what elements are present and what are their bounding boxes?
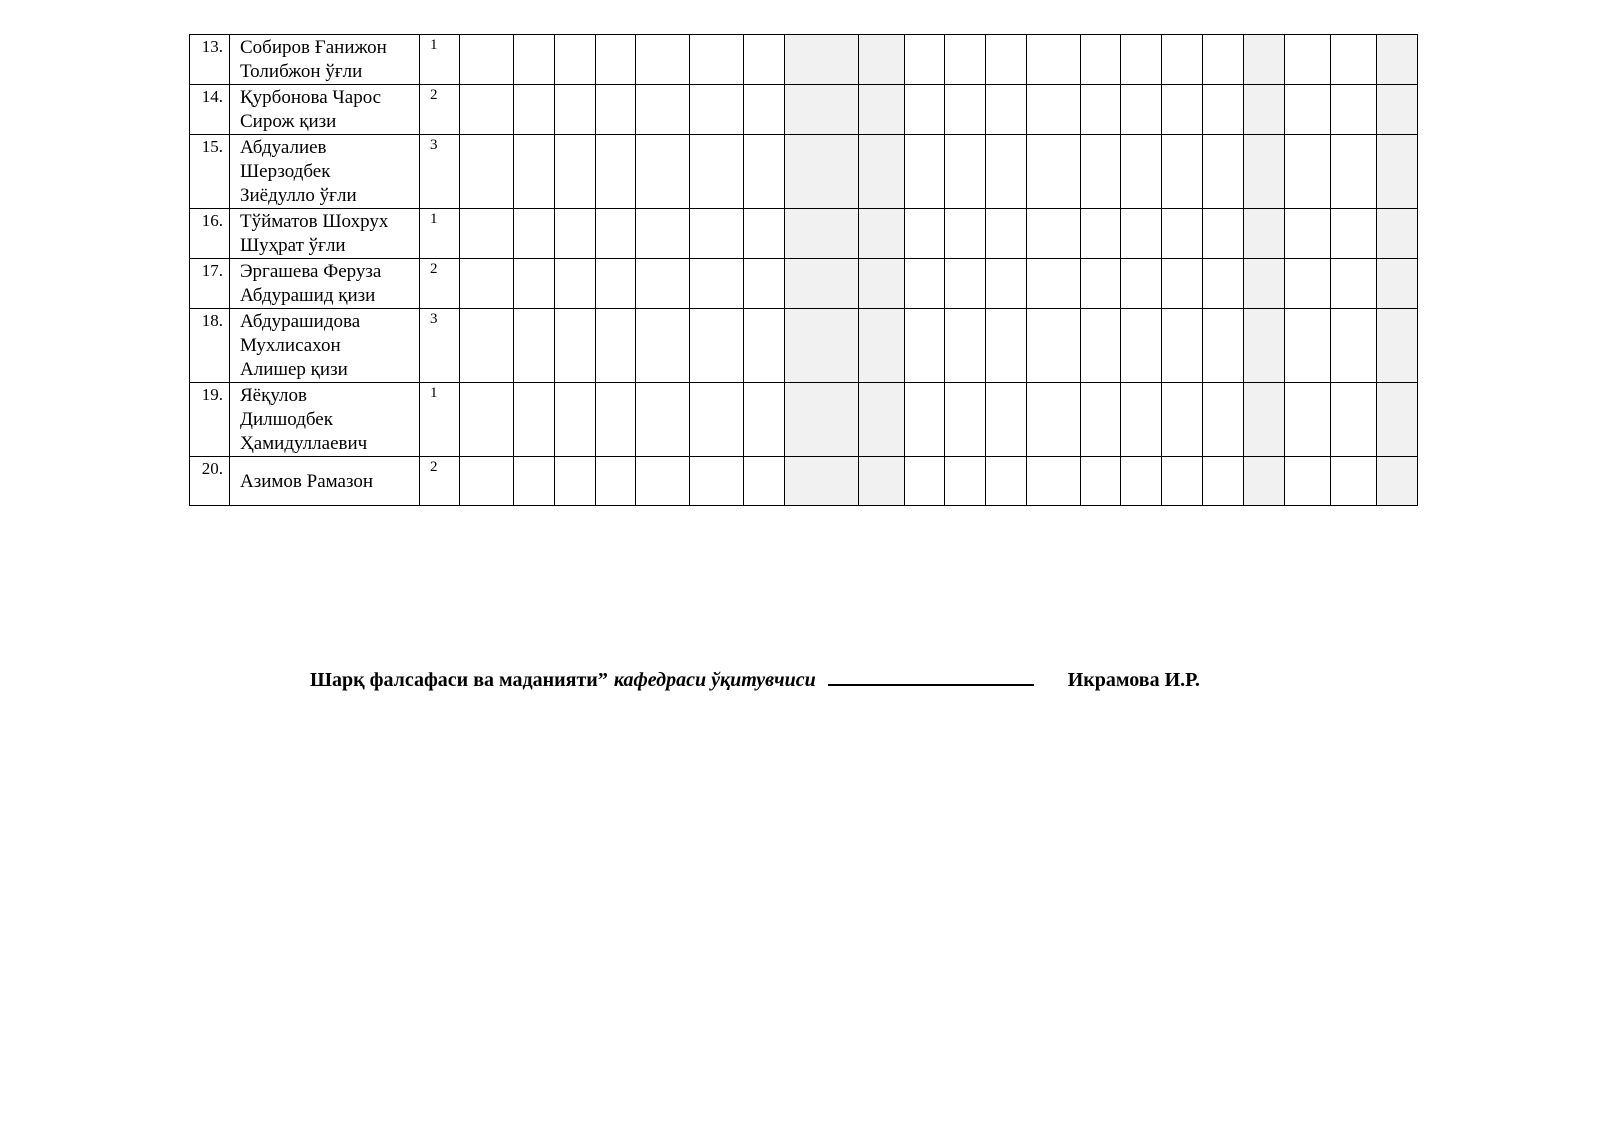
attendance-cell xyxy=(1377,85,1418,135)
student-name xyxy=(230,309,420,383)
attendance-cell xyxy=(460,85,514,135)
attendance-cell xyxy=(744,457,785,506)
table-row xyxy=(190,457,1418,506)
attendance-cell xyxy=(785,309,859,383)
attendance-cell xyxy=(744,309,785,383)
attendance-cell xyxy=(744,35,785,85)
student-name-line: Сирож қизи xyxy=(240,111,337,132)
attendance-cell xyxy=(690,309,744,383)
attendance-cell xyxy=(1331,35,1377,85)
attendance-cell xyxy=(1027,259,1081,309)
attendance-cell xyxy=(1203,209,1244,259)
attendance-cell xyxy=(460,259,514,309)
attendance-cell xyxy=(859,209,905,259)
attendance-cell xyxy=(690,135,744,209)
attendance-cell xyxy=(986,259,1027,309)
student-name-line: Абдурашид қизи xyxy=(240,285,376,306)
attendance-cell xyxy=(785,259,859,309)
attendance-cell xyxy=(986,383,1027,457)
attendance-cell xyxy=(596,135,636,209)
attendance-cell xyxy=(1203,135,1244,209)
attendance-cell xyxy=(460,457,514,506)
attendance-cell xyxy=(555,85,596,135)
attendance-cell xyxy=(785,209,859,259)
attendance-cell xyxy=(1285,35,1331,85)
attendance-cell xyxy=(1121,85,1162,135)
student-name xyxy=(230,383,420,457)
attendance-cell xyxy=(986,35,1027,85)
row-number: 13. xyxy=(190,35,230,85)
attendance-cell xyxy=(1244,209,1285,259)
student-name xyxy=(230,135,420,209)
attendance-cell xyxy=(1377,309,1418,383)
attendance-cell xyxy=(1331,309,1377,383)
row-number: 17. xyxy=(190,259,230,309)
attendance-cell xyxy=(636,309,690,383)
attendance-cell xyxy=(514,35,555,85)
teacher-name: Икрамова И.Р. xyxy=(1067,669,1200,691)
student-name xyxy=(230,259,420,309)
attendance-cell xyxy=(1121,135,1162,209)
student-name-line: Азимов Рамазон xyxy=(240,470,374,492)
attendance-cell xyxy=(1285,209,1331,259)
attendance-cell xyxy=(596,85,636,135)
group-number: 1 xyxy=(420,209,460,259)
attendance-cell xyxy=(460,35,514,85)
attendance-cell xyxy=(1244,85,1285,135)
attendance-cell xyxy=(1162,259,1203,309)
attendance-cell xyxy=(1203,309,1244,383)
attendance-cell xyxy=(986,85,1027,135)
attendance-cell xyxy=(859,259,905,309)
attendance-cell xyxy=(945,457,986,506)
attendance-cell xyxy=(596,309,636,383)
attendance-cell xyxy=(905,309,945,383)
attendance-cell xyxy=(744,135,785,209)
attendance-cell xyxy=(859,383,905,457)
attendance-cell xyxy=(785,383,859,457)
student-name-line: Алишер қизи xyxy=(240,359,348,380)
attendance-cell xyxy=(1331,135,1377,209)
row-number: 14. xyxy=(190,85,230,135)
attendance-cell xyxy=(945,35,986,85)
student-name-line: Эргашева Феруза xyxy=(240,261,382,282)
row-number: 20. xyxy=(190,457,230,506)
group-number: 3 xyxy=(420,135,460,209)
attendance-cell xyxy=(690,85,744,135)
attendance-cell xyxy=(1244,35,1285,85)
student-name-line: Собиров Ғанижон xyxy=(240,37,387,58)
attendance-cell xyxy=(1081,457,1121,506)
attendance-cell xyxy=(1203,383,1244,457)
attendance-cell xyxy=(905,35,945,85)
row-number: 15. xyxy=(190,135,230,209)
table-row xyxy=(190,383,1418,457)
attendance-cell xyxy=(986,209,1027,259)
attendance-cell xyxy=(945,209,986,259)
attendance-cell xyxy=(1162,35,1203,85)
attendance-cell xyxy=(1203,85,1244,135)
attendance-cell xyxy=(1121,309,1162,383)
attendance-cell xyxy=(1027,135,1081,209)
attendance-cell xyxy=(1162,309,1203,383)
student-name-line: Тўйматов Шохрух xyxy=(240,211,389,232)
student-name-line: Шерзодбек xyxy=(240,161,331,182)
attendance-cell xyxy=(514,85,555,135)
attendance-cell xyxy=(905,135,945,209)
attendance-cell xyxy=(1081,85,1121,135)
attendance-cell xyxy=(555,309,596,383)
attendance-cell xyxy=(555,209,596,259)
attendance-cell xyxy=(945,85,986,135)
attendance-cell xyxy=(1331,209,1377,259)
attendance-cell xyxy=(1377,209,1418,259)
attendance-cell xyxy=(636,457,690,506)
student-name-line: Ҳамидуллаевич xyxy=(240,433,368,454)
attendance-cell xyxy=(945,383,986,457)
attendance-cell xyxy=(636,259,690,309)
attendance-cell xyxy=(1121,259,1162,309)
attendance-cell xyxy=(986,309,1027,383)
attendance-cell xyxy=(1331,259,1377,309)
attendance-cell xyxy=(514,135,555,209)
attendance-cell xyxy=(514,309,555,383)
attendance-cell xyxy=(1377,35,1418,85)
attendance-cell xyxy=(1377,457,1418,506)
attendance-cell xyxy=(596,457,636,506)
attendance-cell xyxy=(785,35,859,85)
attendance-cell xyxy=(859,309,905,383)
attendance-cell xyxy=(1285,135,1331,209)
attendance-cell xyxy=(945,135,986,209)
attendance-cell xyxy=(1331,85,1377,135)
attendance-cell xyxy=(744,85,785,135)
table-row xyxy=(190,85,1418,135)
attendance-cell xyxy=(555,457,596,506)
attendance-cell xyxy=(1162,85,1203,135)
attendance-cell xyxy=(636,35,690,85)
department-name: Шарқ фалсафаси ва маданияти” xyxy=(310,669,608,691)
attendance-cell xyxy=(1081,209,1121,259)
attendance-cell xyxy=(460,383,514,457)
attendance-cell xyxy=(1377,135,1418,209)
student-name-line: Зиёдулло ўғли xyxy=(240,185,357,206)
group-number: 2 xyxy=(420,259,460,309)
attendance-cell xyxy=(596,259,636,309)
attendance-cell xyxy=(945,259,986,309)
attendance-cell xyxy=(1027,85,1081,135)
attendance-table xyxy=(189,34,1418,506)
attendance-cell xyxy=(1244,383,1285,457)
table-row xyxy=(190,259,1418,309)
attendance-cell xyxy=(1285,457,1331,506)
attendance-cell xyxy=(1027,35,1081,85)
attendance-cell xyxy=(1027,457,1081,506)
attendance-cell xyxy=(986,457,1027,506)
attendance-cell xyxy=(1285,85,1331,135)
attendance-cell xyxy=(636,383,690,457)
group-number: 2 xyxy=(420,85,460,135)
attendance-cell xyxy=(1162,457,1203,506)
attendance-cell xyxy=(1081,309,1121,383)
attendance-cell xyxy=(1285,383,1331,457)
student-name-line: Қурбонова Чарос xyxy=(240,87,382,108)
attendance-cell xyxy=(859,35,905,85)
attendance-cell xyxy=(1081,135,1121,209)
attendance-cell xyxy=(1027,209,1081,259)
attendance-cell xyxy=(1121,209,1162,259)
attendance-cell xyxy=(859,85,905,135)
attendance-cell xyxy=(986,135,1027,209)
attendance-cell xyxy=(744,209,785,259)
attendance-cell xyxy=(636,85,690,135)
attendance-cell xyxy=(1203,457,1244,506)
attendance-cell xyxy=(690,35,744,85)
attendance-cell xyxy=(905,259,945,309)
attendance-cell xyxy=(1285,309,1331,383)
student-name xyxy=(230,457,420,506)
attendance-cell xyxy=(460,209,514,259)
teacher-role: кафедраси ўқитувчиси xyxy=(613,669,816,691)
attendance-cell xyxy=(690,209,744,259)
row-number: 18. xyxy=(190,309,230,383)
student-name-line: Шуҳрат ўғли xyxy=(240,235,346,256)
attendance-cell xyxy=(744,383,785,457)
group-number: 3 xyxy=(420,309,460,383)
attendance-cell xyxy=(744,259,785,309)
attendance-cell xyxy=(1244,135,1285,209)
attendance-cell xyxy=(460,135,514,209)
attendance-cell xyxy=(1121,457,1162,506)
attendance-cell xyxy=(945,309,986,383)
attendance-cell xyxy=(636,135,690,209)
attendance-cell xyxy=(1244,259,1285,309)
table-row xyxy=(190,209,1418,259)
attendance-cell xyxy=(514,383,555,457)
attendance-cell xyxy=(1331,457,1377,506)
attendance-cell xyxy=(905,457,945,506)
student-name-line: Толибжон ўғли xyxy=(240,61,363,82)
student-name-line: Абдурашидова xyxy=(240,311,361,332)
attendance-cell xyxy=(1081,259,1121,309)
attendance-cell xyxy=(690,259,744,309)
attendance-cell xyxy=(1285,259,1331,309)
group-number: 1 xyxy=(420,383,460,457)
attendance-cell xyxy=(1203,35,1244,85)
attendance-cell xyxy=(1081,35,1121,85)
group-number: 1 xyxy=(420,35,460,85)
student-name-line: Яёқулов xyxy=(240,385,307,406)
attendance-cell xyxy=(1121,383,1162,457)
attendance-cell xyxy=(555,383,596,457)
attendance-cell xyxy=(1377,259,1418,309)
attendance-cell xyxy=(1331,383,1377,457)
signature-line xyxy=(310,666,1200,692)
attendance-cell xyxy=(1027,309,1081,383)
student-name-line: Мухлисахон xyxy=(240,335,341,356)
attendance-cell xyxy=(785,457,859,506)
attendance-cell xyxy=(514,457,555,506)
table-row xyxy=(190,35,1418,85)
attendance-cell xyxy=(1121,35,1162,85)
attendance-cell xyxy=(690,457,744,506)
row-number: 16. xyxy=(190,209,230,259)
signature-blank xyxy=(828,666,1034,686)
attendance-cell xyxy=(1244,457,1285,506)
student-name xyxy=(230,85,420,135)
attendance-cell xyxy=(596,209,636,259)
attendance-cell xyxy=(1027,383,1081,457)
student-name xyxy=(230,209,420,259)
row-number: 19. xyxy=(190,383,230,457)
attendance-cell xyxy=(514,259,555,309)
group-number: 2 xyxy=(420,457,460,506)
attendance-cell xyxy=(596,35,636,85)
attendance-cell xyxy=(1244,309,1285,383)
attendance-cell xyxy=(905,85,945,135)
attendance-cell xyxy=(1081,383,1121,457)
attendance-cell xyxy=(555,135,596,209)
table-row xyxy=(190,135,1418,209)
attendance-cell xyxy=(859,135,905,209)
attendance-cell xyxy=(785,85,859,135)
student-name-line: Дилшодбек xyxy=(240,409,333,430)
attendance-cell xyxy=(1377,383,1418,457)
attendance-cell xyxy=(1162,135,1203,209)
attendance-cell xyxy=(636,209,690,259)
attendance-cell xyxy=(905,383,945,457)
student-name-line: Абдуалиев xyxy=(240,137,327,158)
attendance-cell xyxy=(859,457,905,506)
table-row xyxy=(190,309,1418,383)
attendance-cell xyxy=(555,259,596,309)
attendance-cell xyxy=(596,383,636,457)
attendance-cell xyxy=(690,383,744,457)
attendance-cell xyxy=(460,309,514,383)
attendance-cell xyxy=(1162,209,1203,259)
attendance-cell xyxy=(555,35,596,85)
attendance-cell xyxy=(905,209,945,259)
attendance-cell xyxy=(785,135,859,209)
attendance-cell xyxy=(514,209,555,259)
attendance-table-body xyxy=(190,35,1418,506)
attendance-cell xyxy=(1162,383,1203,457)
attendance-cell xyxy=(1203,259,1244,309)
student-name xyxy=(230,35,420,85)
